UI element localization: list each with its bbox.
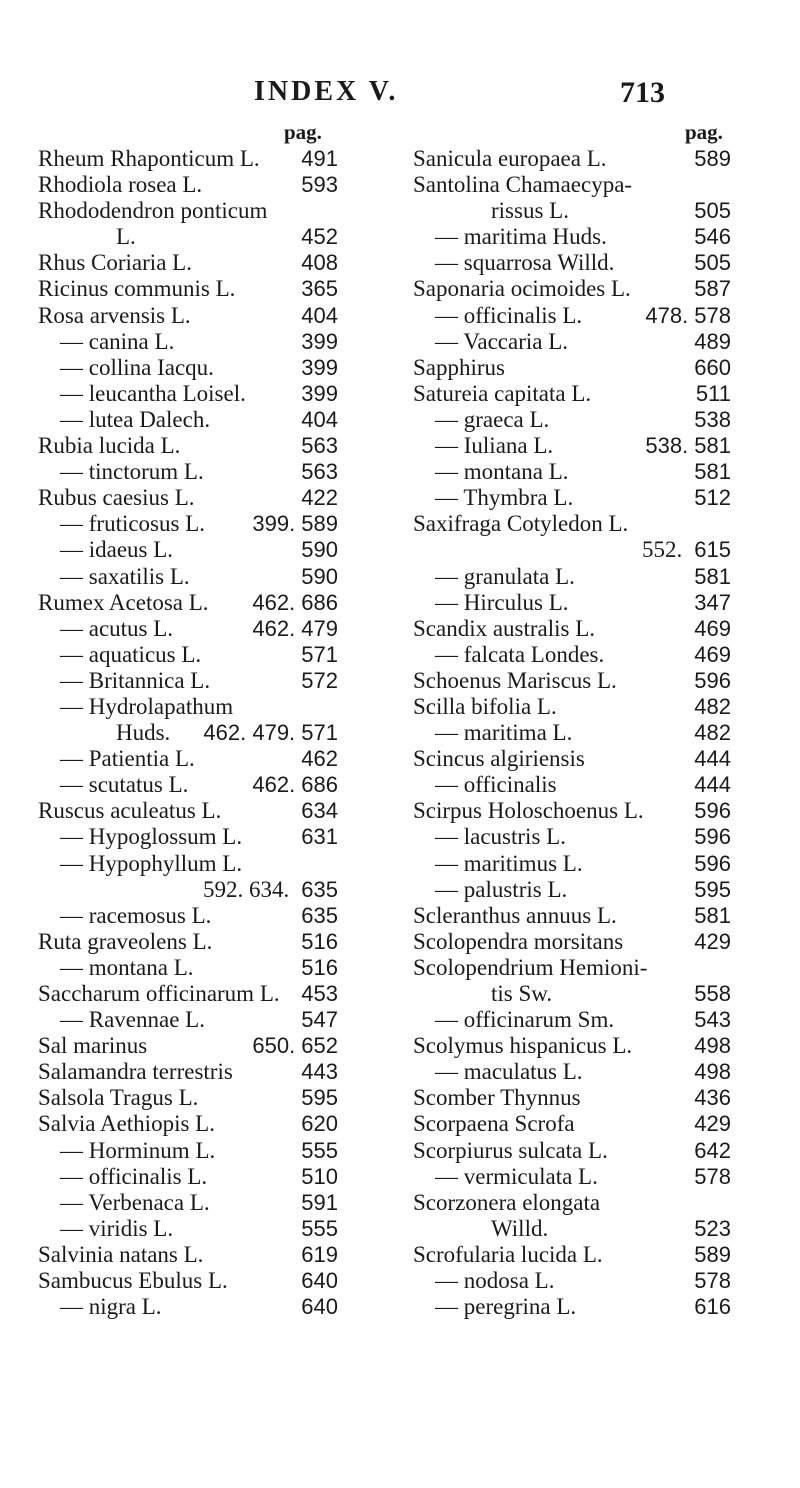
entry-page: 365 [301, 276, 338, 302]
entry-name: L. [116, 224, 136, 250]
entry-page: 516 [301, 954, 338, 980]
entry-name: — officinalis [435, 772, 557, 798]
entry-name: — montana L. [60, 954, 194, 980]
entry-name: Scolopendrium Hemioni- [413, 954, 648, 980]
entry-name: — Ravennae L. [60, 1007, 205, 1033]
entry-page: 399 [301, 354, 338, 380]
index-entry [38, 564, 338, 590]
entry-page: 546 [694, 224, 731, 250]
index-entry [38, 903, 338, 929]
entry-page: 595 [301, 1085, 338, 1111]
index-entry [38, 485, 338, 511]
entry-page: 558 [694, 981, 731, 1006]
index-entry [413, 903, 731, 929]
entry-page: 482 [694, 720, 731, 746]
entry-name: — palustris L. [435, 876, 568, 902]
index-entry [413, 407, 731, 433]
entry-name: — Hypoglossum L. [60, 824, 243, 850]
index-entry [38, 746, 338, 772]
entry-name: Saccharum officinarum L. [38, 981, 280, 1006]
index-entry [38, 1216, 338, 1242]
index-entry [413, 355, 731, 381]
index-entry [38, 1111, 338, 1137]
index-entry [38, 824, 338, 850]
page-header [0, 76, 800, 108]
entry-page: 563 [301, 459, 338, 485]
entry-name: Salamandra terrestris [38, 1059, 233, 1085]
entry-name: Rumex Acetosa L. [38, 589, 209, 615]
index-entry [38, 981, 338, 1007]
entry-name: — acutus L. [60, 615, 174, 641]
index-entry [413, 668, 731, 694]
index-entry [38, 694, 338, 720]
entry-page: 581 [694, 459, 731, 485]
entry-name: — nigra L. [60, 1294, 162, 1320]
index-entry [413, 772, 731, 798]
entry-page: 489 [694, 328, 731, 354]
index-entry [413, 459, 731, 485]
index-entry [38, 877, 338, 903]
index-entry [413, 1190, 731, 1216]
index-entry [413, 276, 731, 302]
entry-page: 640 [301, 1268, 338, 1294]
index-entry [38, 224, 338, 250]
entry-page: 511 [695, 380, 731, 406]
running-title: INDEX V. [254, 76, 399, 107]
index-entry [38, 198, 338, 224]
index-entry [38, 720, 338, 746]
index-entry [413, 1268, 731, 1294]
entry-page: 443 [301, 1059, 338, 1085]
entry-name: Scomber Thynnus [413, 1085, 581, 1111]
entry-page: 635 [301, 902, 338, 928]
entry-name: Ricinus communis L. [38, 276, 236, 302]
entry-page: 469 [694, 641, 731, 667]
entry-name: Scandix australis L. [413, 615, 596, 641]
index-entry [413, 1085, 731, 1111]
entry-name: — aquaticus L. [60, 641, 202, 667]
entry-page: 462. 479. 571 [203, 720, 338, 746]
entry-name: — Britannica L. [60, 667, 211, 693]
entry-name: Scrofularia lucida L. [413, 1241, 603, 1267]
index-entry [413, 537, 731, 563]
entry-page: 538 [694, 406, 731, 432]
entry-page: 404 [301, 302, 338, 328]
entry-page: 523 [694, 1215, 731, 1241]
entry-page: 650. 652 [252, 1033, 338, 1059]
entry-name: — saxatilis L. [60, 563, 190, 589]
entry-page: 404 [301, 406, 338, 432]
entry-page: 595 [694, 876, 731, 902]
entry-name: Ruscus aculeatus L. [38, 798, 222, 824]
index-entry [38, 381, 338, 407]
index-entry [38, 1242, 338, 1268]
entry-page: 593 [301, 172, 338, 198]
index-entry [38, 772, 338, 798]
entry-name: Saponaria ocimoides L. [413, 276, 631, 302]
entry-name: — Hydrolapathum [60, 693, 234, 719]
index-entry [413, 1033, 731, 1059]
index-entry [413, 198, 731, 224]
entry-page: 462. 479 [252, 615, 338, 641]
entry-name: — Hirculus L. [435, 589, 569, 615]
index-entry [38, 590, 338, 616]
entry-page: 512 [694, 485, 731, 511]
index-entry [413, 485, 731, 511]
index-entry [38, 250, 338, 276]
entry-name: — peregrina L. [435, 1294, 577, 1320]
entry-name: Rubia lucida L. [38, 433, 181, 459]
index-entry [413, 1294, 731, 1320]
entry-page: 462. 686 [252, 772, 338, 798]
entry-name: — maritima L. [435, 720, 573, 746]
entry-page: 444 [694, 772, 731, 798]
entry-page: 589 [694, 146, 731, 171]
entry-name: Scirpus Holoschoenus L. [413, 798, 644, 824]
index-entry [38, 955, 338, 981]
index-entry [413, 329, 731, 355]
index-entry [413, 981, 731, 1007]
index-entry [413, 224, 731, 250]
entry-name: Rubus caesius L. [38, 485, 195, 511]
entry-page: 469 [694, 615, 731, 641]
index-entry [413, 172, 731, 198]
entry-page: 547 [301, 1007, 338, 1033]
entry-name: — vermiculata L. [435, 1163, 598, 1189]
entry-name: Rhododendron ponticum [38, 198, 268, 224]
entry-name: — leucantha Loisel. [60, 380, 246, 406]
entry-name: Salvia Aethiopis L. [38, 1111, 215, 1137]
index-entry [413, 1111, 731, 1137]
entry-name: Scolopendra morsitans [413, 928, 624, 954]
entry-page: 587 [694, 276, 731, 302]
entry-name: Scorpaena Scrofa [413, 1111, 575, 1137]
entry-page: 429 [694, 928, 731, 954]
entry-page: 616 [694, 1294, 731, 1320]
entry-page: 543 [694, 1007, 731, 1033]
index-entry [38, 407, 338, 433]
entry-name: — collina Iacqu. [60, 354, 214, 380]
entry-page: 596 [694, 798, 731, 824]
index-entry [413, 146, 731, 172]
entry-page: 596 [694, 850, 731, 876]
entry-name: Ruta graveolens L. [38, 928, 213, 954]
entry-page: 615 [694, 537, 731, 563]
entry-page: 399 [301, 328, 338, 354]
entry-page: 510 [301, 1163, 338, 1189]
entry-page: 399. 589 [252, 511, 338, 537]
index-entry [38, 276, 338, 302]
index-entry [413, 511, 731, 537]
entry-name: — Thymbra L. [435, 485, 574, 511]
entry-name: — tinctorum L. [60, 459, 204, 485]
index-entry [413, 1216, 731, 1242]
entry-name: Huds. [116, 720, 171, 746]
index-entry [38, 355, 338, 381]
entry-page: 505 [694, 198, 731, 224]
index-entry [413, 642, 731, 668]
entry-page: 631 [301, 824, 338, 850]
index-entry [413, 798, 731, 824]
entry-page: 498 [694, 1059, 731, 1085]
entry-name: — Patientia L. [60, 746, 195, 772]
entry-name: 592. 634. [203, 876, 290, 902]
index-entry [413, 720, 731, 746]
entry-name: Sal marinus [38, 1033, 148, 1059]
entry-name: — granulata L. [435, 563, 575, 589]
entry-name: Scleranthus annuus L. [413, 902, 617, 928]
index-entry [413, 1242, 731, 1268]
entry-name: Satureia capitata L. [413, 380, 592, 406]
entry-name: — maculatus L. [435, 1059, 583, 1085]
entry-page: 590 [301, 563, 338, 589]
entry-name: — Iuliana L. [435, 433, 554, 459]
index-entry [38, 1138, 338, 1164]
entry-page: 429 [694, 1111, 731, 1137]
entry-page: 453 [301, 981, 338, 1006]
index-entry [413, 824, 731, 850]
entry-name: — falcata Londes. [435, 641, 605, 667]
entry-page: 452 [301, 224, 338, 250]
index-entry [38, 537, 338, 563]
index-entry [38, 929, 338, 955]
entry-name: — Vaccaria L. [435, 328, 569, 354]
index-entry [413, 250, 731, 276]
index-entry [38, 1268, 338, 1294]
index-entry [413, 303, 731, 329]
entry-page: 589 [694, 1241, 731, 1267]
index-entry [38, 1033, 338, 1059]
entry-page: 462. 686 [252, 589, 338, 615]
entry-page: 478. 578 [645, 302, 731, 328]
entry-name: Santolina Chamaecypa- [413, 172, 633, 198]
index-entry [413, 1164, 731, 1190]
index-entry [38, 459, 338, 485]
index-entry [413, 929, 731, 955]
entry-name: — lutea Dalech. [60, 406, 211, 432]
entry-name: Salvinia natans L. [38, 1241, 204, 1267]
entry-name: Rhodiola rosea L. [38, 172, 203, 198]
index-entry [413, 1138, 731, 1164]
entry-page: 581 [694, 902, 731, 928]
index-entry [38, 642, 338, 668]
index-entry [38, 146, 338, 172]
index-entry [38, 851, 338, 877]
entry-page: 538. 581 [645, 433, 731, 459]
entry-page: 596 [694, 667, 731, 693]
index-entry [38, 511, 338, 537]
entry-name: Rheum Rhaponticum L. [38, 146, 260, 171]
entry-name: — officinalis L. [435, 302, 583, 328]
index-entry [38, 798, 338, 824]
entry-name: — maritima Huds. [435, 224, 607, 250]
index-entry [413, 1059, 731, 1085]
entry-page: 516 [301, 928, 338, 954]
index-entry [413, 877, 731, 903]
entry-page: 408 [301, 250, 338, 276]
index-entry [38, 303, 338, 329]
index-entry [38, 1190, 338, 1216]
index-entry [38, 1294, 338, 1320]
entry-page: 422 [301, 485, 338, 511]
entry-page: 634 [301, 798, 338, 824]
entry-name: Sambucus Ebulus L. [38, 1268, 228, 1294]
entry-page: 581 [694, 563, 731, 589]
entry-page: 590 [301, 537, 338, 563]
index-entry [413, 381, 731, 407]
entry-page: 578 [694, 1268, 731, 1294]
index-entry [413, 590, 731, 616]
index-entry [38, 172, 338, 198]
index-entry [38, 1085, 338, 1111]
entry-name: — viridis L. [60, 1215, 174, 1241]
entry-name: Schoenus Mariscus L. [413, 667, 617, 693]
entry-name: Salsola Tragus L. [38, 1085, 199, 1111]
entry-name: — montana L. [435, 459, 569, 485]
index-column-right [413, 112, 731, 1320]
entry-page: 572 [301, 667, 338, 693]
index-entry [38, 1059, 338, 1085]
entry-page: 591 [301, 1189, 338, 1215]
entry-name: 552. [642, 537, 683, 563]
entry-name: Sapphirus [413, 354, 505, 380]
entry-name: — Hypophyllum L. [60, 850, 243, 876]
entry-name: — lacustris L. [435, 824, 566, 850]
entry-page: 620 [301, 1111, 338, 1137]
entry-name: — squarrosa Willd. [435, 250, 615, 276]
index-column-left [38, 112, 338, 1320]
index-entry [38, 668, 338, 694]
entry-page: 596 [694, 824, 731, 850]
entry-name: — nodosa L. [435, 1268, 555, 1294]
entry-page: 482 [694, 693, 731, 719]
entry-name: — maritimus L. [435, 850, 583, 876]
entry-page: 635 [301, 876, 338, 902]
index-entry [413, 851, 731, 877]
index-entry [413, 955, 731, 981]
entry-name: Scincus algiriensis [413, 746, 585, 772]
entry-page: 436 [694, 1085, 731, 1111]
entry-name: — Verbenaca L. [60, 1189, 210, 1215]
entry-page: 555 [301, 1215, 338, 1241]
entry-page: 399 [301, 380, 338, 406]
entry-page: 660 [694, 354, 731, 380]
entry-name: Scolymus hispanicus L. [413, 1033, 633, 1059]
index-entry [38, 1164, 338, 1190]
entry-page: 491 [301, 146, 338, 171]
pag-heading: pag. [685, 120, 723, 144]
entry-page: 619 [301, 1241, 338, 1267]
index-entry [38, 1007, 338, 1033]
index-entry [413, 433, 731, 459]
entry-name: — officinalis L. [60, 1163, 208, 1189]
entry-name: Willd. [491, 1215, 549, 1241]
entry-name: — canina L. [60, 328, 175, 354]
index-entry [38, 329, 338, 355]
entry-page: 640 [301, 1294, 338, 1320]
index-entry [413, 616, 731, 642]
entry-name: tis Sw. [491, 981, 553, 1006]
entry-name: — graeca L. [435, 406, 550, 432]
entry-name: Rhus Coriaria L. [38, 250, 192, 276]
entry-name: Scorzonera elongata [413, 1189, 601, 1215]
entry-page: 462 [301, 746, 338, 772]
entry-name: Saxifraga Cotyledon L. [413, 511, 629, 537]
entry-name: Scorpiurus sulcata L. [413, 1137, 608, 1163]
entry-page: 571 [301, 641, 338, 667]
entry-page: 563 [301, 433, 338, 459]
index-entry [38, 433, 338, 459]
entry-page: 555 [301, 1137, 338, 1163]
entry-page: 347 [694, 589, 731, 615]
entry-name: Sanicula europaea L. [413, 146, 607, 171]
entry-name: rissus L. [491, 198, 569, 224]
entry-page: 498 [694, 1033, 731, 1059]
index-entry [413, 564, 731, 590]
entry-name: Rosa arvensis L. [38, 302, 191, 328]
entry-page: 642 [694, 1137, 731, 1163]
entry-name: — racemosus L. [60, 902, 212, 928]
entry-name: — officinarum Sm. [435, 1007, 615, 1033]
entry-page: 578 [694, 1163, 731, 1189]
entry-name: — fruticosus L. [60, 511, 206, 537]
entry-page: 444 [694, 746, 731, 772]
pag-heading: pag. [284, 120, 322, 144]
entry-name: — Horminum L. [60, 1137, 216, 1163]
index-entry [413, 746, 731, 772]
index-entry [413, 694, 731, 720]
entry-name: Scilla bifolia L. [413, 693, 557, 719]
page-number: 713 [620, 76, 665, 109]
entry-name: — scutatus L. [60, 772, 189, 798]
entry-name: — idaeus L. [60, 537, 174, 563]
index-entry [38, 616, 338, 642]
entry-page: 505 [694, 250, 731, 276]
index-entry [413, 1007, 731, 1033]
